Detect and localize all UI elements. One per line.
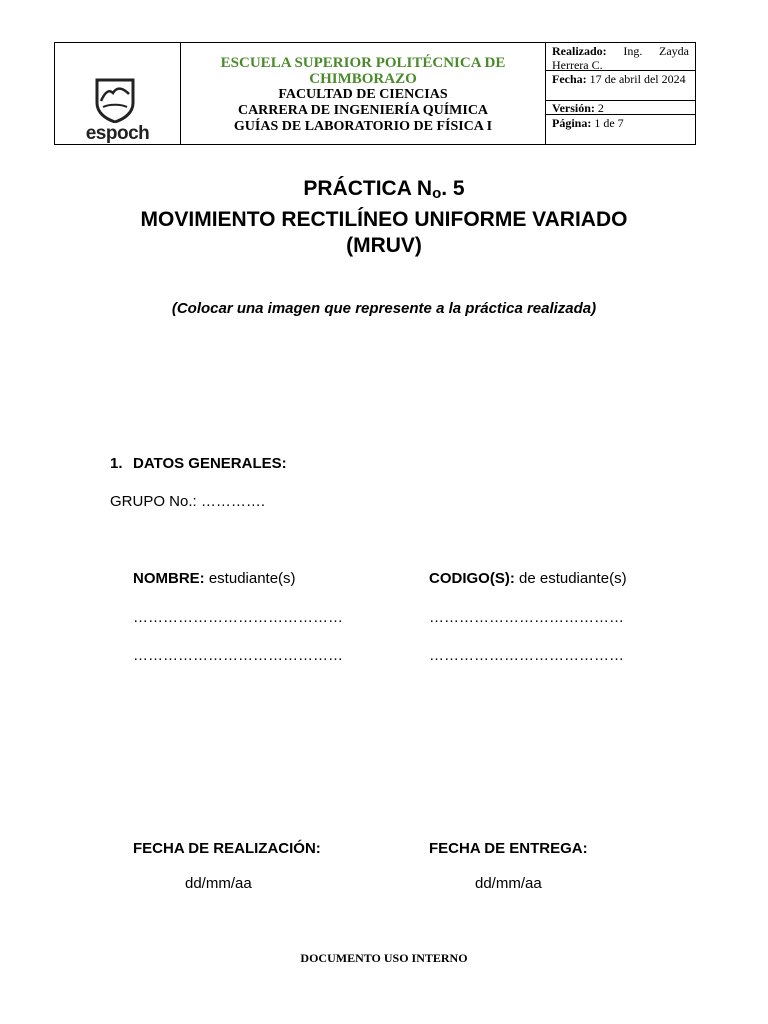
meta-pagina: Página: 1 de 7 bbox=[552, 116, 624, 130]
document-meta bbox=[546, 43, 695, 144]
delivery-date-label: FECHA DE ENTREGA: bbox=[429, 840, 588, 857]
document-header bbox=[54, 42, 696, 145]
footer-note: DOCUMENTO USO INTERNO bbox=[300, 951, 468, 965]
institution-name: ESCUELA SUPERIOR POLITÉCNICA DE CHIMBORAZO bbox=[220, 55, 506, 87]
logo-cell bbox=[55, 43, 181, 144]
guide-name: GUÍAS DE LABORATORIO DE FÍSICA I bbox=[233, 119, 493, 134]
code-label: CODIGO(S): de estudiante(s) bbox=[429, 570, 627, 587]
code-blank-1: ………………………………… bbox=[429, 609, 624, 626]
realization-date-value: dd/mm/aa bbox=[185, 875, 252, 892]
faculty-name: FACULTAD DE CIENCIAS bbox=[278, 87, 448, 102]
logo-underline-left bbox=[55, 144, 81, 145]
realization-date-label: FECHA DE REALIZACIÓN: bbox=[133, 840, 321, 857]
meta-version: Versión: 2 bbox=[546, 101, 695, 115]
student-names-column bbox=[133, 570, 343, 667]
realization-date bbox=[133, 840, 321, 892]
practice-acronym: (MRUV) bbox=[346, 234, 422, 257]
group-field: GRUPO No.: …………. bbox=[110, 493, 266, 510]
meta-fecha: Fecha: 17 de abril del 2024 bbox=[546, 71, 695, 101]
name-blank-2: …………………………………… bbox=[133, 647, 343, 664]
practice-topic: MOVIMIENTO RECTILÍNEO UNIFORME VARIADO bbox=[140, 208, 628, 231]
student-codes-column bbox=[429, 570, 627, 667]
career-name: CARRERA DE INGENIERÍA QUÍMICA bbox=[237, 103, 489, 118]
name-label: NOMBRE: estudiante(s) bbox=[133, 570, 296, 587]
section-heading: 1. DATOS GENERALES: bbox=[110, 455, 287, 472]
image-placeholder-note: (Colocar una imagen que represente a la práctica realizada) bbox=[171, 300, 597, 317]
espoch-logo-icon bbox=[93, 77, 137, 123]
institution-block bbox=[181, 43, 546, 144]
name-blank-1: …………………………………… bbox=[133, 609, 343, 626]
meta-realizado: Realizado: Ing. Zayda Herrera C. bbox=[546, 43, 695, 71]
code-blank-2: ………………………………… bbox=[429, 647, 624, 664]
logo-underline-right bbox=[151, 144, 181, 145]
logo-wordmark: espoch bbox=[85, 123, 150, 144]
practice-title bbox=[0, 176, 768, 259]
delivery-date-value: dd/mm/aa bbox=[475, 875, 542, 892]
practice-number: PRÁCTICA $N_o$. 5 bbox=[303, 177, 465, 202]
delivery-date bbox=[429, 840, 588, 892]
